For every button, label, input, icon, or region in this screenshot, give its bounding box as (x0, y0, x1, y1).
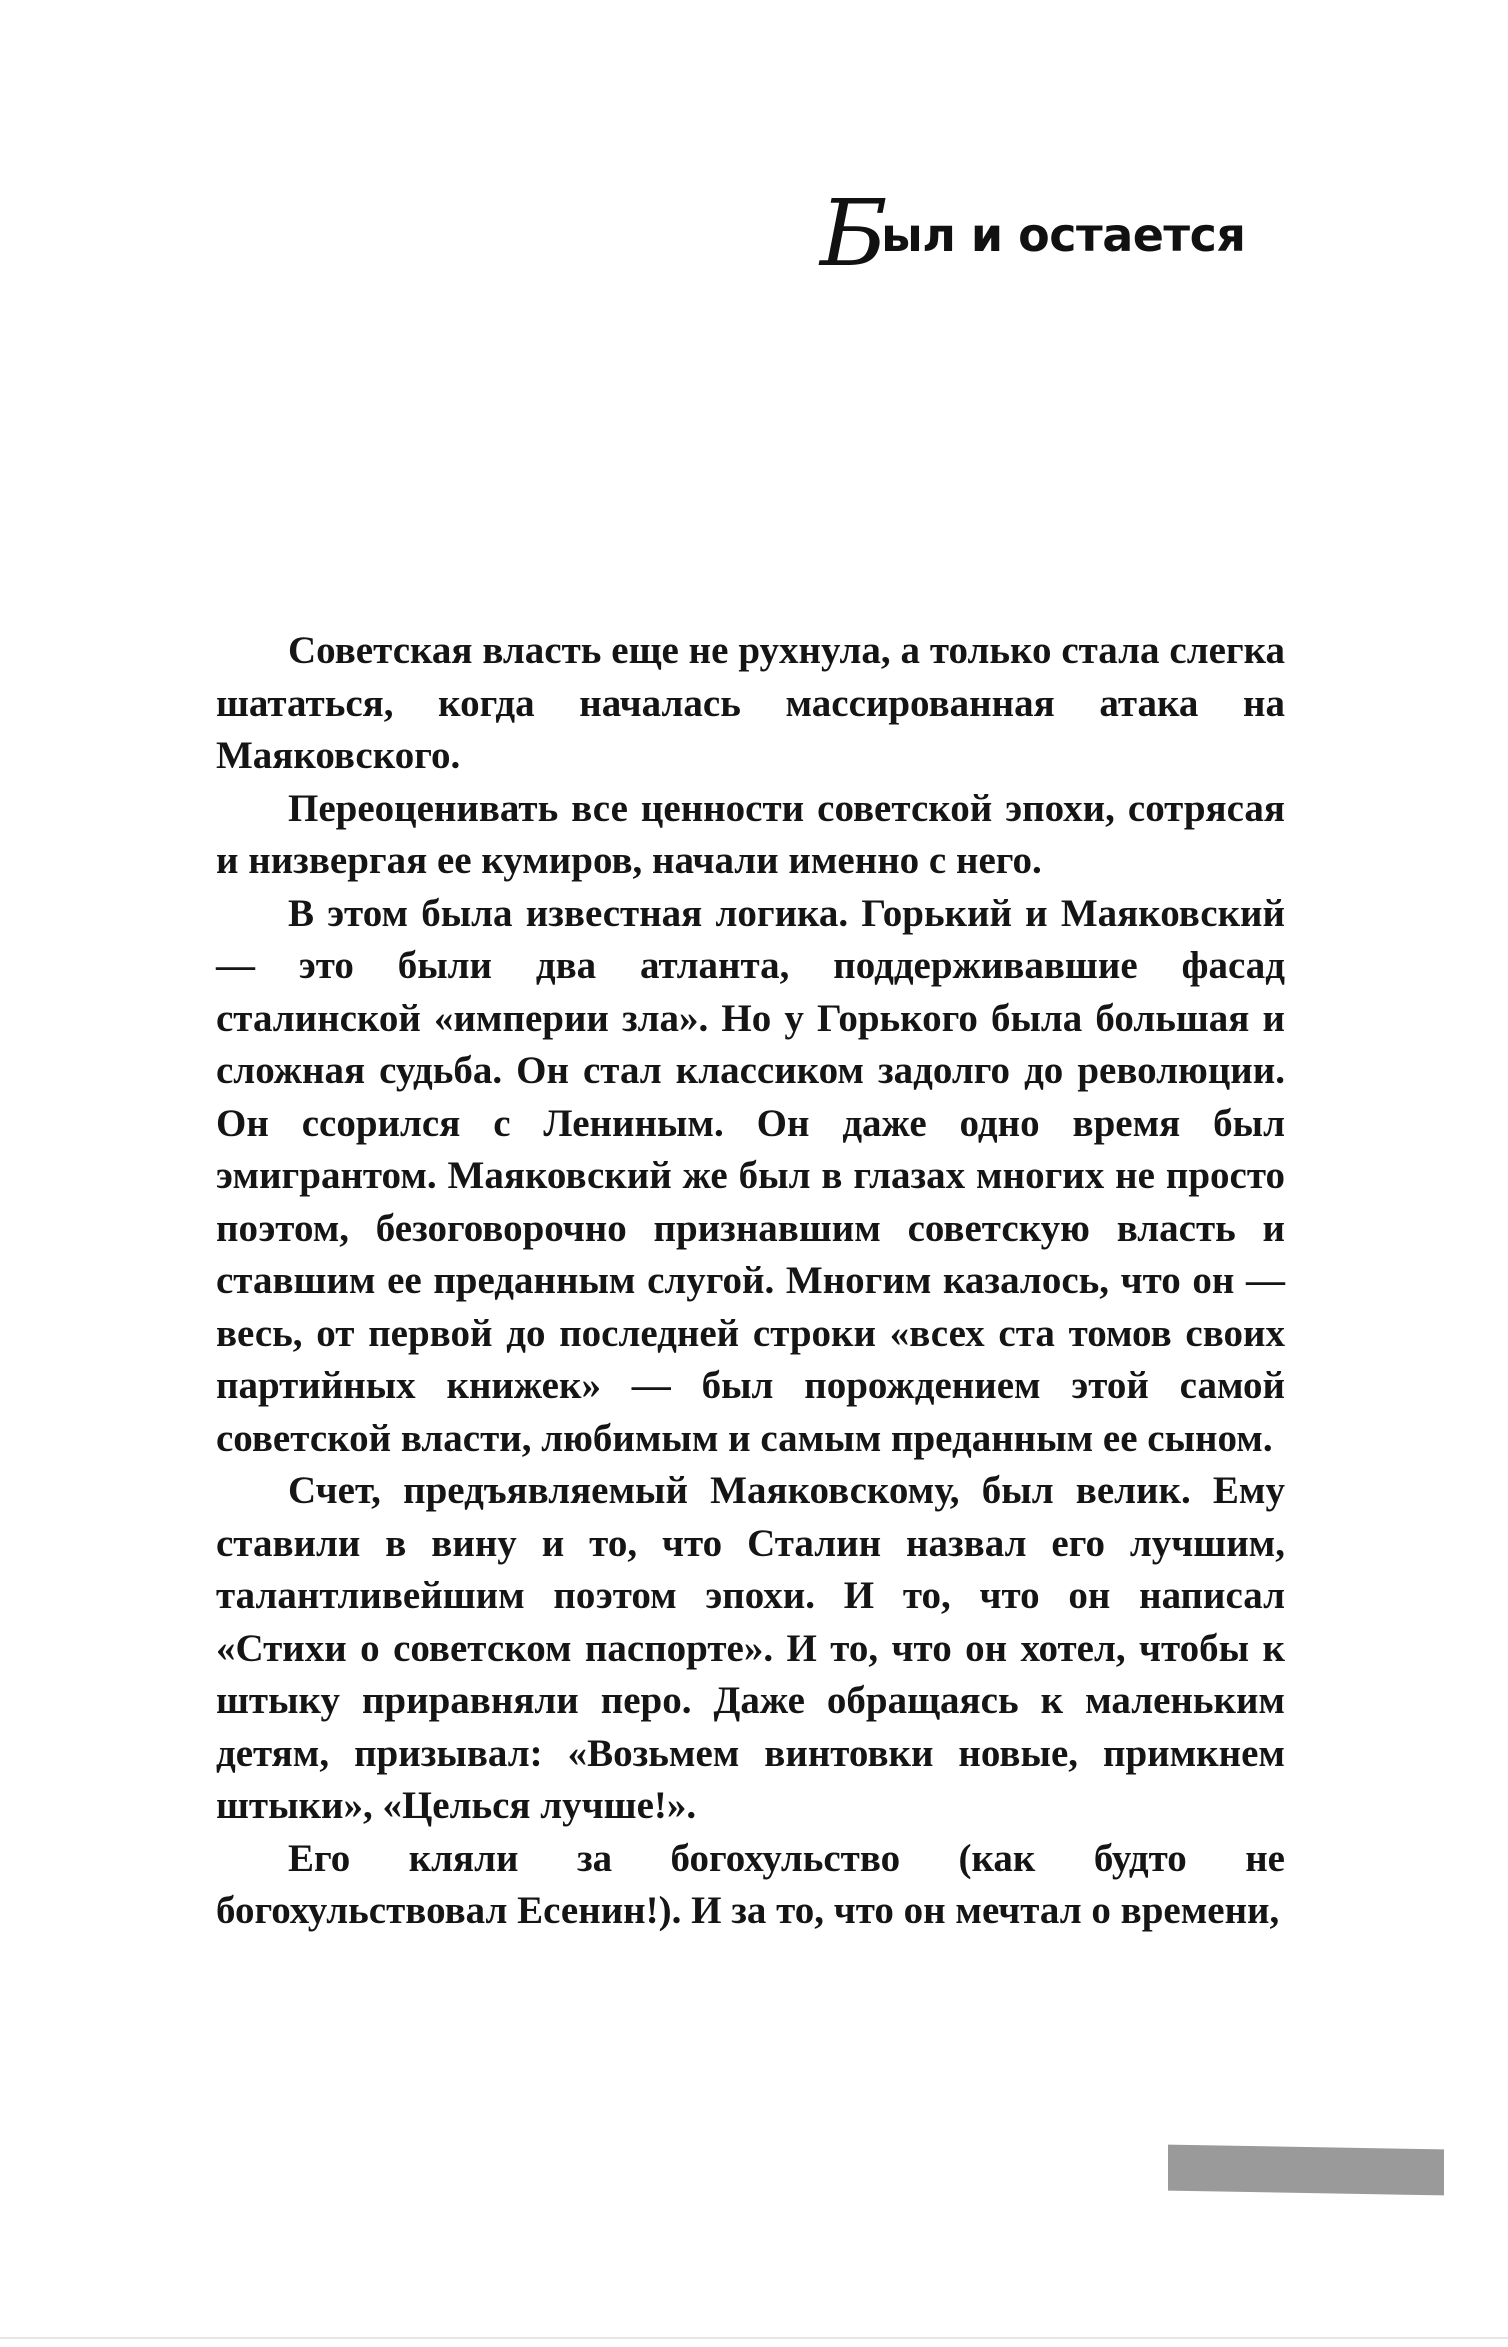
paragraph-4: Счет, предъявляемый Маяковскому, был велик. Ему ставили в вину и то, что Сталин назвал его лучшим, талантливейшим поэтом эпохи. И то, что он написал «Стихи о советском паспорте». И то, что он хотел, чтобы к штыку приравняли перо. Даже обращаясь к маленьким детям, призывал: «Возьмем винтовки новые, примкнем штыки», «Целься лучше!». (216, 1469, 1285, 1827)
page-marker-bar (1168, 2145, 1444, 2196)
chapter-title-initial: Б (820, 180, 888, 287)
page-bottom-divider (0, 2337, 1508, 2339)
paragraph-3: В этом была известная логика. Горький и Маяковский — это были два атланта, поддерживавшие фасад сталинской «империи зла». Но у Горького была большая и сложная судьба. Он стал классиком задолго до революции. Он ссорился с Лениным. Он даже одно время был эмигрантом. Маяковский же был в глазах многих не просто поэтом, безоговорочно признавшим советскую власть и ставшим ее преданным слугой. Многим казалось, что он — весь, от первой до последней строки «всех ста томов своих партийных книжек» — был порождением этой самой советской власти, любимым и самым преданным ее сыном. (216, 891, 1285, 1460)
chapter-body (216, 625, 1285, 1938)
paragraph-1: Советская власть еще не рухнула, а только стала слегка шататься, когда началась массированная атака на Маяковского. (216, 629, 1285, 777)
chapter-title-rest: ыл и остается (881, 208, 1246, 262)
chapter-title (820, 180, 1290, 287)
paragraph-5: Его кляли за богохульство (как будто не богохульствовал Есенин!). И за то, что он мечтал о времени, (216, 1836, 1285, 1932)
paragraph-2: Переоценивать все ценности советской эпохи, сотрясая и низвергая ее кумиров, начали именно с него. (216, 786, 1285, 882)
